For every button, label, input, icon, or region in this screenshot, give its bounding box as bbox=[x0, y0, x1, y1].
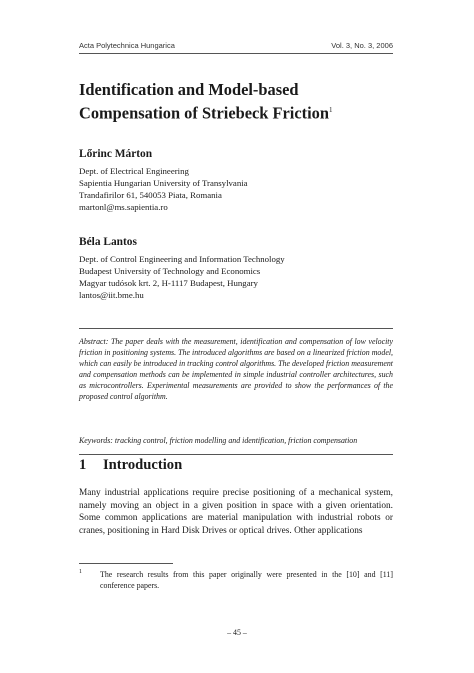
affiliation-line: Dept. of Control Engineering and Information Technology bbox=[79, 254, 285, 264]
running-head bbox=[79, 39, 393, 53]
author-2-name: Béla Lantos bbox=[79, 236, 137, 248]
section-title: Introduction bbox=[103, 457, 183, 473]
author-2-email: lantos@iit.bme.hu bbox=[79, 290, 144, 300]
footnote-rule bbox=[79, 563, 173, 564]
author-2-affiliation bbox=[79, 253, 285, 301]
footnote-text: The research results from this paper originally were presented in the [10] and [11] conference papers. bbox=[100, 570, 393, 590]
footnote-mark: 1 bbox=[79, 569, 82, 575]
author-1-email: martonl@ms.sapientia.ro bbox=[79, 202, 168, 212]
affiliation-line: Budapest University of Technology and Economics bbox=[79, 266, 261, 276]
paper-title-text: Identification and Model-based Compensation of Striebeck Friction bbox=[79, 80, 329, 123]
affiliation-line: Trandafirilor 61, 540053 Piata, Romania bbox=[79, 190, 222, 200]
page-number: – 45 – bbox=[227, 628, 247, 637]
section-heading bbox=[79, 457, 182, 474]
abstract: Abstract: The paper deals with the measurement, identification and compensation of low velocity friction in positioning systems. The introduced algorithms are based on a linearized friction model, which can easily be introduced in tracking control algorithms. The developed friction measurement and compensation methods can be implemented in simple industrial controller architectures, such as microcontrollers. Experimental measurements are provided to show the performances of the proposed control algorithm. bbox=[79, 337, 393, 401]
affiliation-line: Dept. of Electrical Engineering bbox=[79, 166, 189, 176]
paper-title bbox=[79, 80, 399, 123]
affiliation-line: Magyar tudósok krt. 2, H-1117 Budapest, Hungary bbox=[79, 278, 258, 288]
abstract-box bbox=[79, 328, 393, 455]
keywords: Keywords: tracking control, friction modelling and identification, friction compensation bbox=[79, 436, 358, 445]
volume-info: Vol. 3, No. 3, 2006 bbox=[331, 41, 393, 50]
title-footnote-mark: 1 bbox=[328, 106, 333, 114]
author-1-name: Lőrinc Márton bbox=[79, 148, 153, 160]
body-paragraph: Many industrial applications require precise positioning of a mechanical system, namely moving an object in a given position in space with a given orientation. Some common applications are material manipulation with industrial robots or cranes, positioning in Hard Disk Drives or optical drives. Other applications bbox=[79, 488, 393, 536]
author-1-affiliation bbox=[79, 165, 248, 213]
footnote bbox=[79, 569, 393, 591]
section-number: 1 bbox=[79, 457, 87, 473]
affiliation-line: Sapientia Hungarian University of Transylvania bbox=[79, 178, 248, 188]
journal-name: Acta Polytechnica Hungarica bbox=[79, 41, 175, 50]
header-rule bbox=[79, 53, 393, 54]
